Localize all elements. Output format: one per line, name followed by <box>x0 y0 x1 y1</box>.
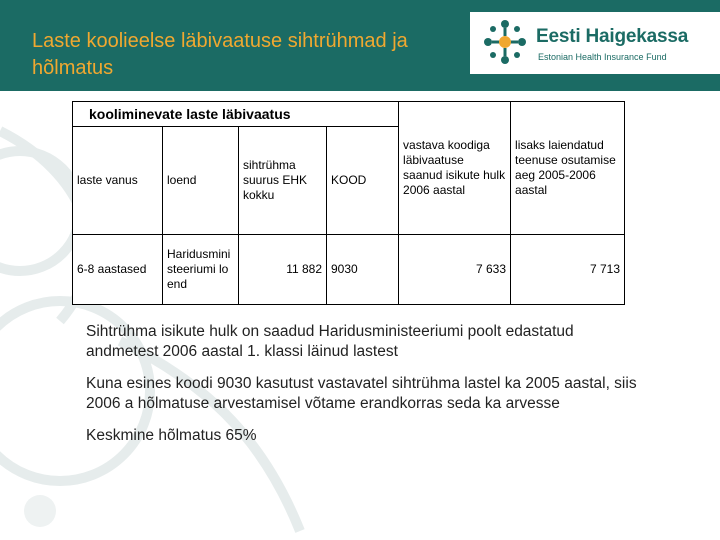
note-paragraph: Kuna esines koodi 9030 kasutust vastavatel sihtrühma lastel ka 2005 aastal, siis 2006 a hõlmatuse arvestamisel võtame erandkorras seda ka arvesse <box>86 375 637 412</box>
table-cell: 7 633 <box>399 235 511 305</box>
table-header-cell: laste vanus <box>73 127 163 235</box>
table-header-cell: vastava koodiga läbivaatuse saanud isikute hulk 2006 aastal <box>399 102 511 235</box>
table-header-cell: loend <box>163 127 239 235</box>
note-paragraph: Keskmine hõlmatus 65% <box>86 427 257 444</box>
slide-title: Laste koolieelse läbivaatuse sihtrühmad ja hõlmatus <box>32 30 408 79</box>
table-header-cell: KOOD <box>327 127 399 235</box>
logo <box>470 12 720 74</box>
table-cell: Haridusministeeriumi loend <box>163 235 239 305</box>
table-row <box>73 235 625 305</box>
note-paragraph: Sihtrühma isikute hulk on saadud Haridusministeeriumi poolt edastatud andmetest 2006 aastal 1. klassi läinud lastest <box>86 323 574 360</box>
logo-name: Eesti Haigekassa <box>536 26 689 47</box>
table-cell: 9030 <box>327 235 399 305</box>
table-cell: 11 882 <box>239 235 327 305</box>
table-header-cell: sihtrühma suurus EHK kokku <box>239 127 327 235</box>
table-header-cell: lisaks laiendatud teenuse osutamise aeg 2005-2006 aastal <box>511 102 625 235</box>
table-cell: 6-8 aastased <box>73 235 163 305</box>
logo-subtitle: Estonian Health Insurance Fund <box>538 52 667 62</box>
table-title: kooliminevate laste läbivaatus <box>73 102 399 127</box>
notes <box>86 322 646 458</box>
screening-table <box>72 101 625 305</box>
haigekassa-logo-icon <box>480 16 530 68</box>
table-cell: 7 713 <box>511 235 625 305</box>
table-title-row <box>73 102 625 127</box>
slide-header <box>0 0 720 91</box>
